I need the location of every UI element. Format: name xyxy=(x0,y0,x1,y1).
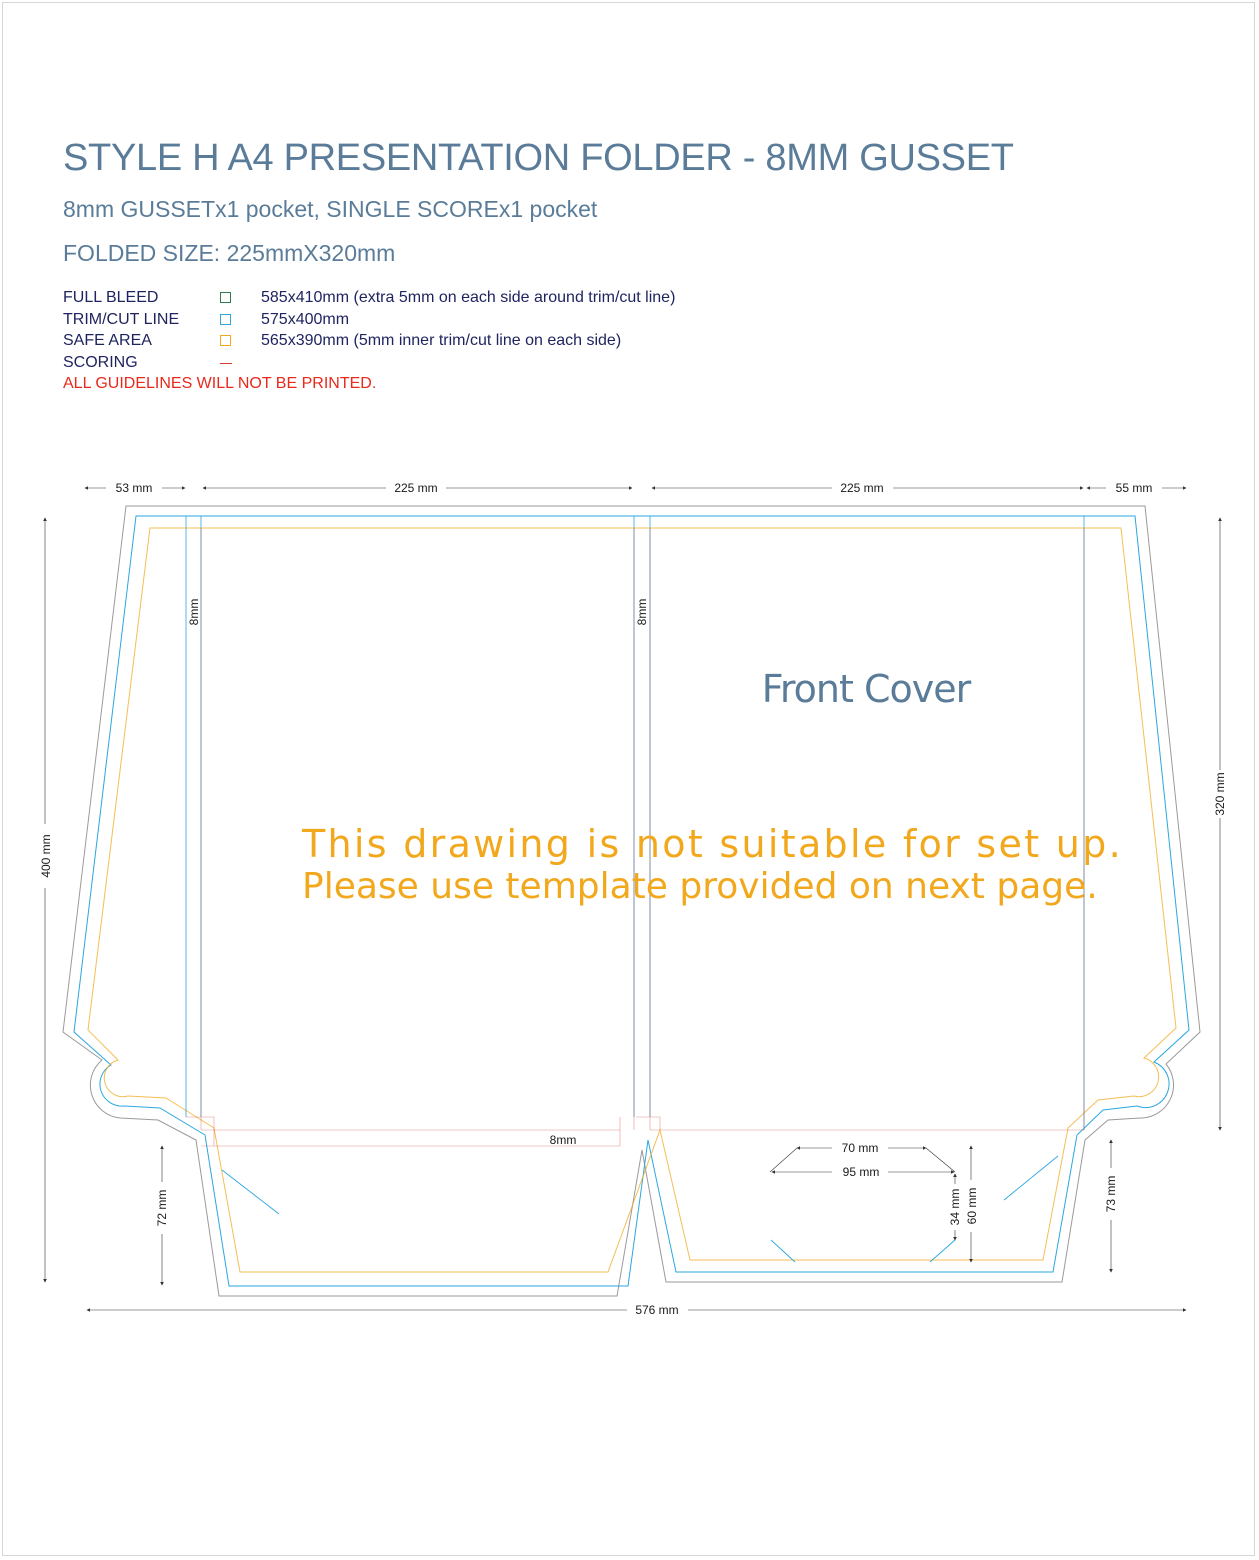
dim-pocket-gusset: 8mm xyxy=(549,1133,577,1147)
legend-note: ALL GUIDELINES WILL NOT BE PRINTED. xyxy=(63,375,377,392)
front-cover-label: Front Cover xyxy=(761,667,971,711)
dim-cover-height: 320 mm xyxy=(1213,772,1227,816)
legend-label: SCORING xyxy=(63,354,138,371)
legend-description: 585x410mm (extra 5mm on each side around trim/cut line) xyxy=(261,289,676,306)
page-subtitle: 8mm GUSSETx1 pocket, SINGLE SCOREx1 pocket xyxy=(63,196,598,222)
dim-card-slot-top: 70 mm xyxy=(841,1141,879,1155)
legend-description: 575x400mm xyxy=(261,311,350,328)
dim-right-flap: 55 mm xyxy=(1115,481,1153,495)
dim-back-panel: 225 mm xyxy=(394,481,438,495)
dim-front-panel: 225 mm xyxy=(840,481,884,495)
legend-description: 565x390mm (5mm inner trim/cut line on each side) xyxy=(261,332,622,349)
dim-card-slot-height: 34 mm xyxy=(948,1188,962,1226)
dim-total-height: 400 mm xyxy=(39,834,53,878)
legend-label: TRIM/CUT LINE xyxy=(63,311,180,328)
dim-right-pocket: 73 mm xyxy=(1104,1175,1118,1213)
warning-line-1: This drawing is not suitable for set up. xyxy=(302,822,1123,866)
dim-card-slot-bottom: 95 mm xyxy=(842,1165,880,1179)
folded-size: FOLDED SIZE: 225mmX320mm xyxy=(63,240,396,266)
dim-spine-gusset: 8mm xyxy=(635,598,649,626)
dim-left-flap: 53 mm xyxy=(115,481,153,495)
dim-left-gusset: 8mm xyxy=(187,598,201,626)
dim-total-width: 576 mm xyxy=(635,1303,679,1317)
legend-label: FULL BLEED xyxy=(63,289,159,306)
page-title: STYLE H A4 PRESENTATION FOLDER - 8MM GUSSET xyxy=(63,137,1014,179)
dim-card-slot-depth: 60 mm xyxy=(965,1187,979,1225)
warning-line-2: Please use template provided on next page. xyxy=(302,866,1098,907)
legend-label: SAFE AREA xyxy=(63,332,152,349)
dim-left-pocket: 72 mm xyxy=(155,1189,169,1227)
